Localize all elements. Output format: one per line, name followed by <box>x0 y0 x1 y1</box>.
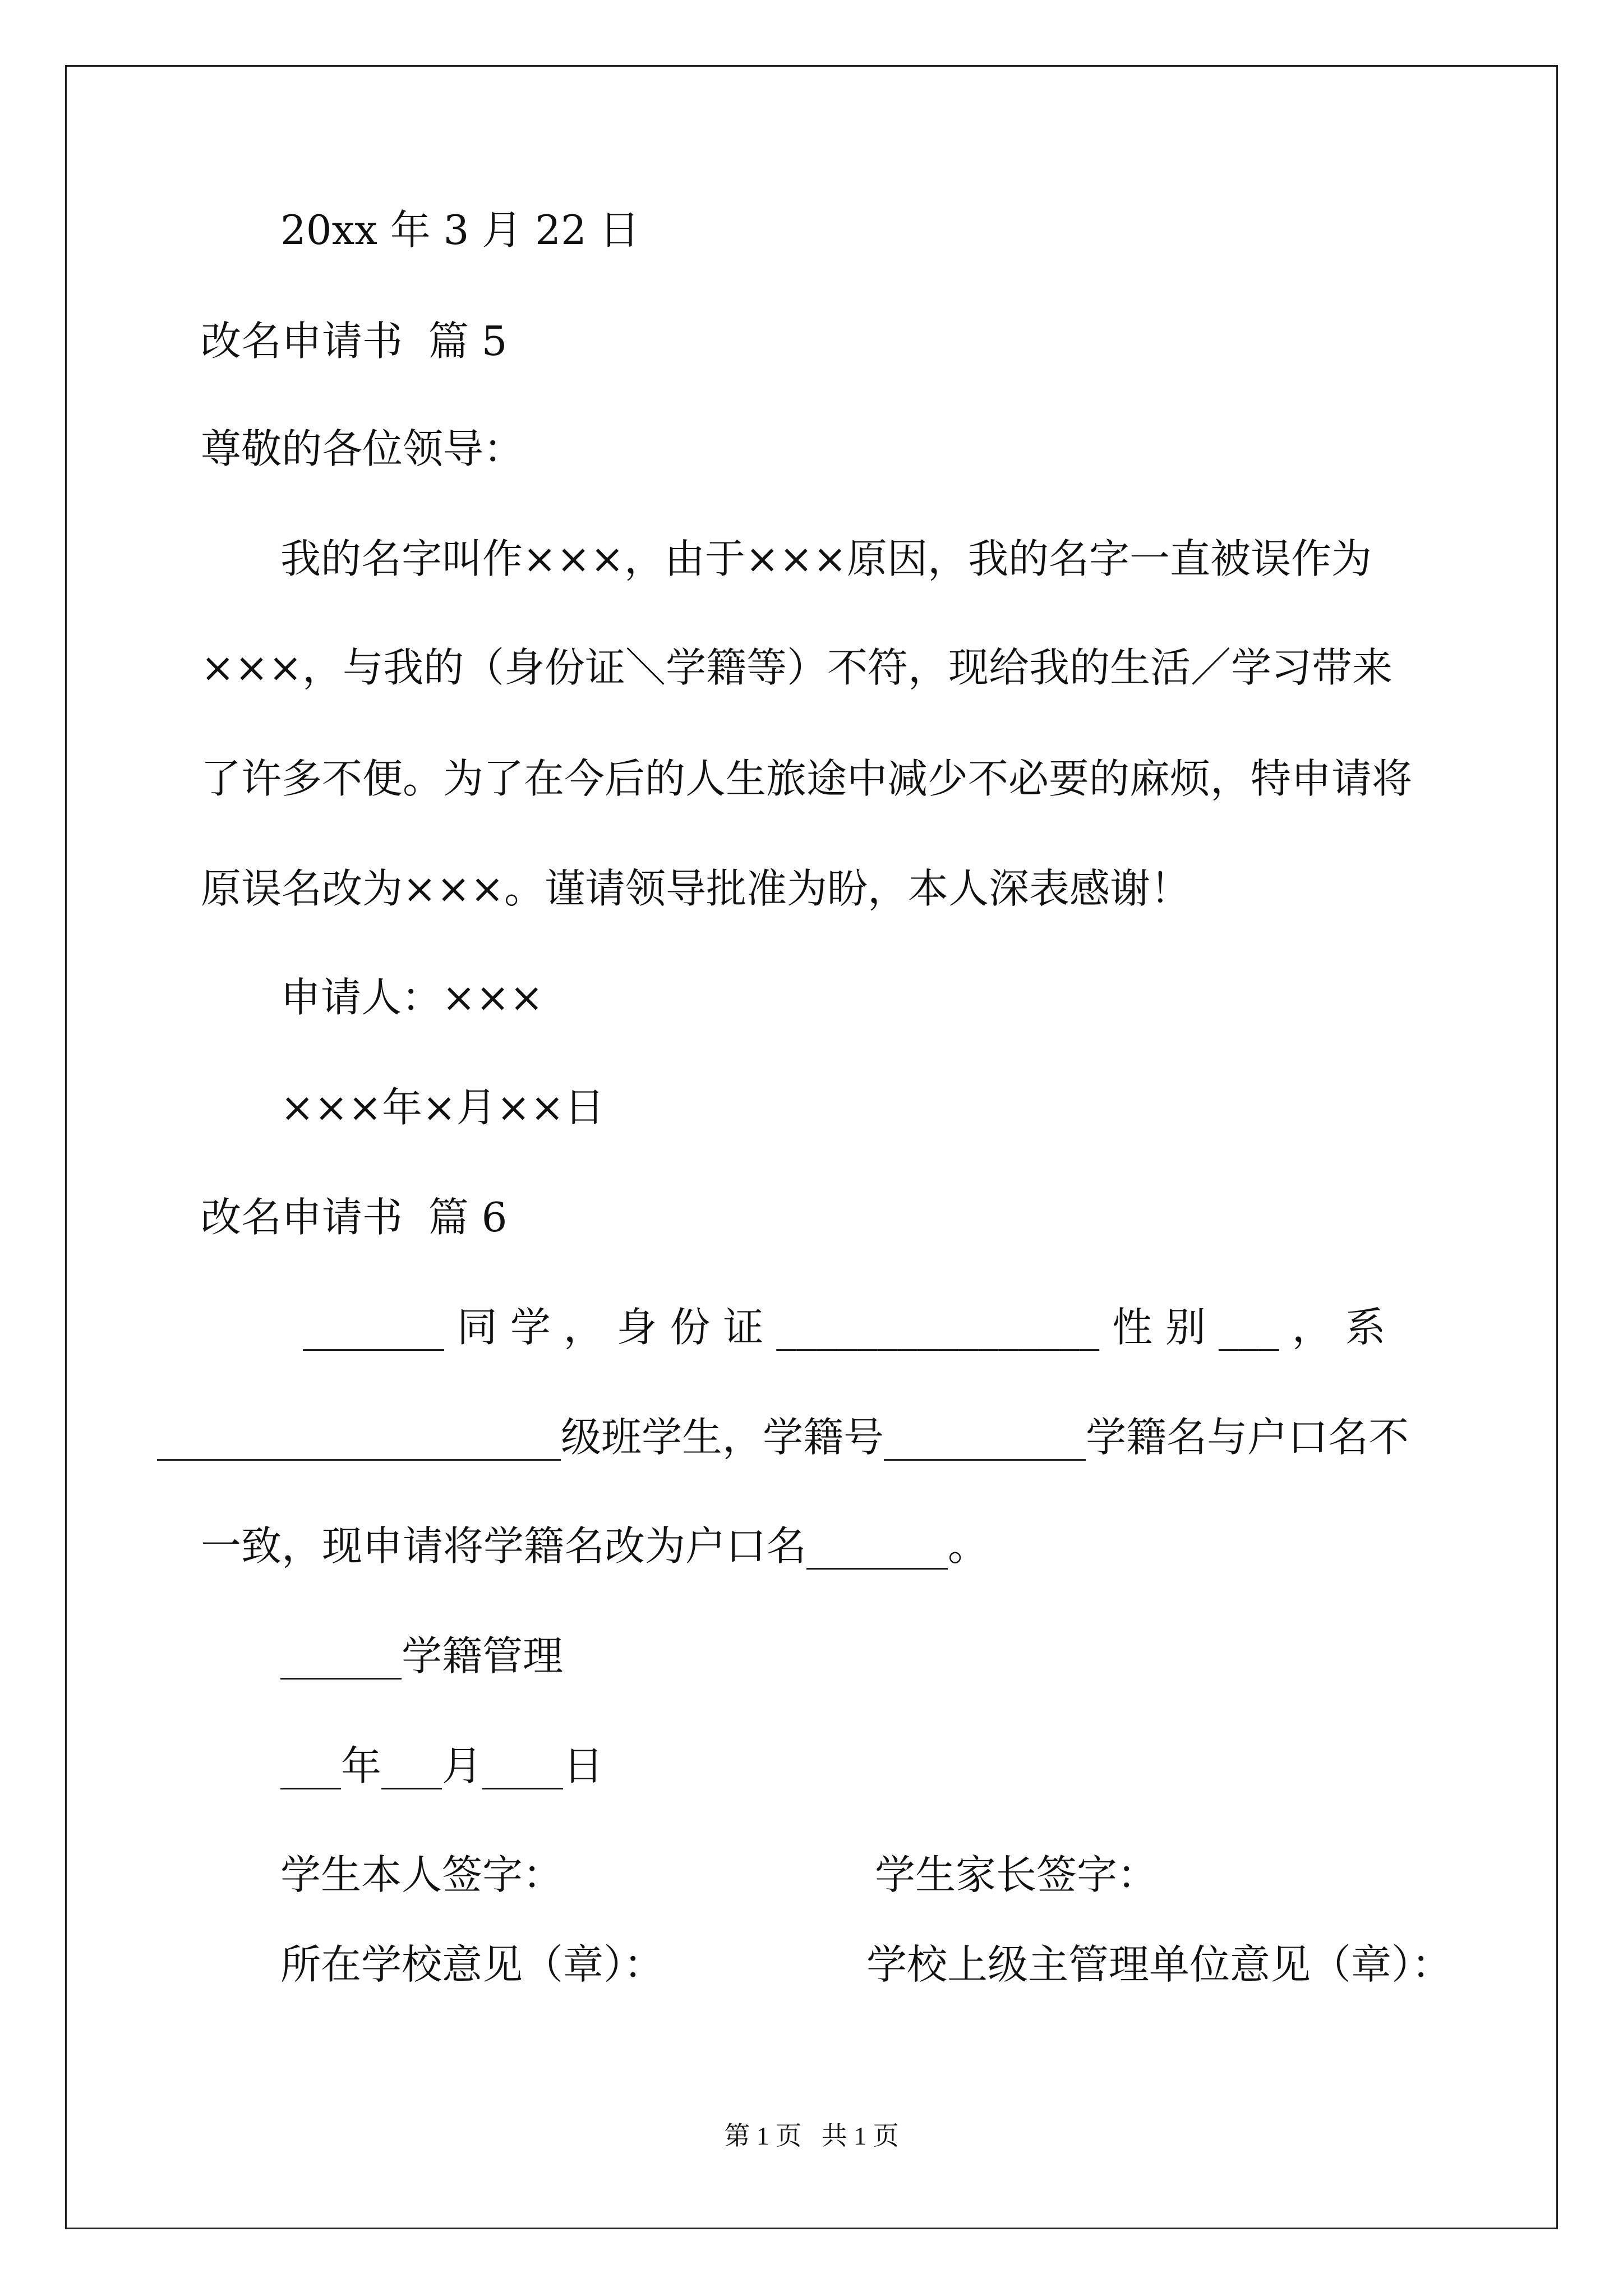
signature-date: ×××年×月××日 <box>280 1084 605 1131</box>
paragraph-line: ×××，与我的（身份证＼学籍等）不符，现给我的生活／学习带来 <box>201 644 1393 691</box>
form-line: ____________________级班学生，学籍号__________学籍名与户口名不 <box>157 1414 1409 1461</box>
page-number: 第 1 页 <box>724 2122 802 2150</box>
page-border <box>65 65 1558 2229</box>
applicant-line: 申请人：××× <box>280 974 543 1021</box>
parent-signature-label: 学生家长签字： <box>875 1851 1158 1898</box>
paragraph-line: 了许多不便。为了在今后的人生旅途中减少不必要的麻烦，特申请将 <box>201 755 1413 802</box>
form-line: _______ 同 学 ， 身 份 证 ________________ 性 别 ___ ， 系 <box>303 1304 1386 1351</box>
student-signature-label: 学生本人签字： <box>280 1851 564 1898</box>
heading-part-5: 改名申请书 篇 5 <box>201 318 508 365</box>
page-footer <box>0 2119 1623 2153</box>
paragraph-line: 我的名字叫作×××，由于×××原因，我的名字一直被误作为 <box>280 535 1372 582</box>
blank-date-line: ___年___月____日 <box>280 1742 604 1789</box>
salutation: 尊敬的各位领导： <box>201 425 524 472</box>
form-line: 一致，现申请将学籍名改为户口名_______。 <box>201 1522 989 1570</box>
top-date: 20xx 年 3 月 22 日 <box>280 206 640 254</box>
page-total: 共 1 页 <box>821 2122 899 2150</box>
paragraph-line: 原误名改为×××。谨请领导批准为盼，本人深表感谢！ <box>201 865 1191 912</box>
management-line: ______学籍管理 <box>280 1632 564 1680</box>
school-opinion-label: 所在学校意见（章）： <box>280 1941 665 1988</box>
superior-opinion-label: 学校上级主管理单位意见（章）： <box>866 1941 1453 1988</box>
heading-part-6: 改名申请书 篇 6 <box>201 1194 508 1241</box>
